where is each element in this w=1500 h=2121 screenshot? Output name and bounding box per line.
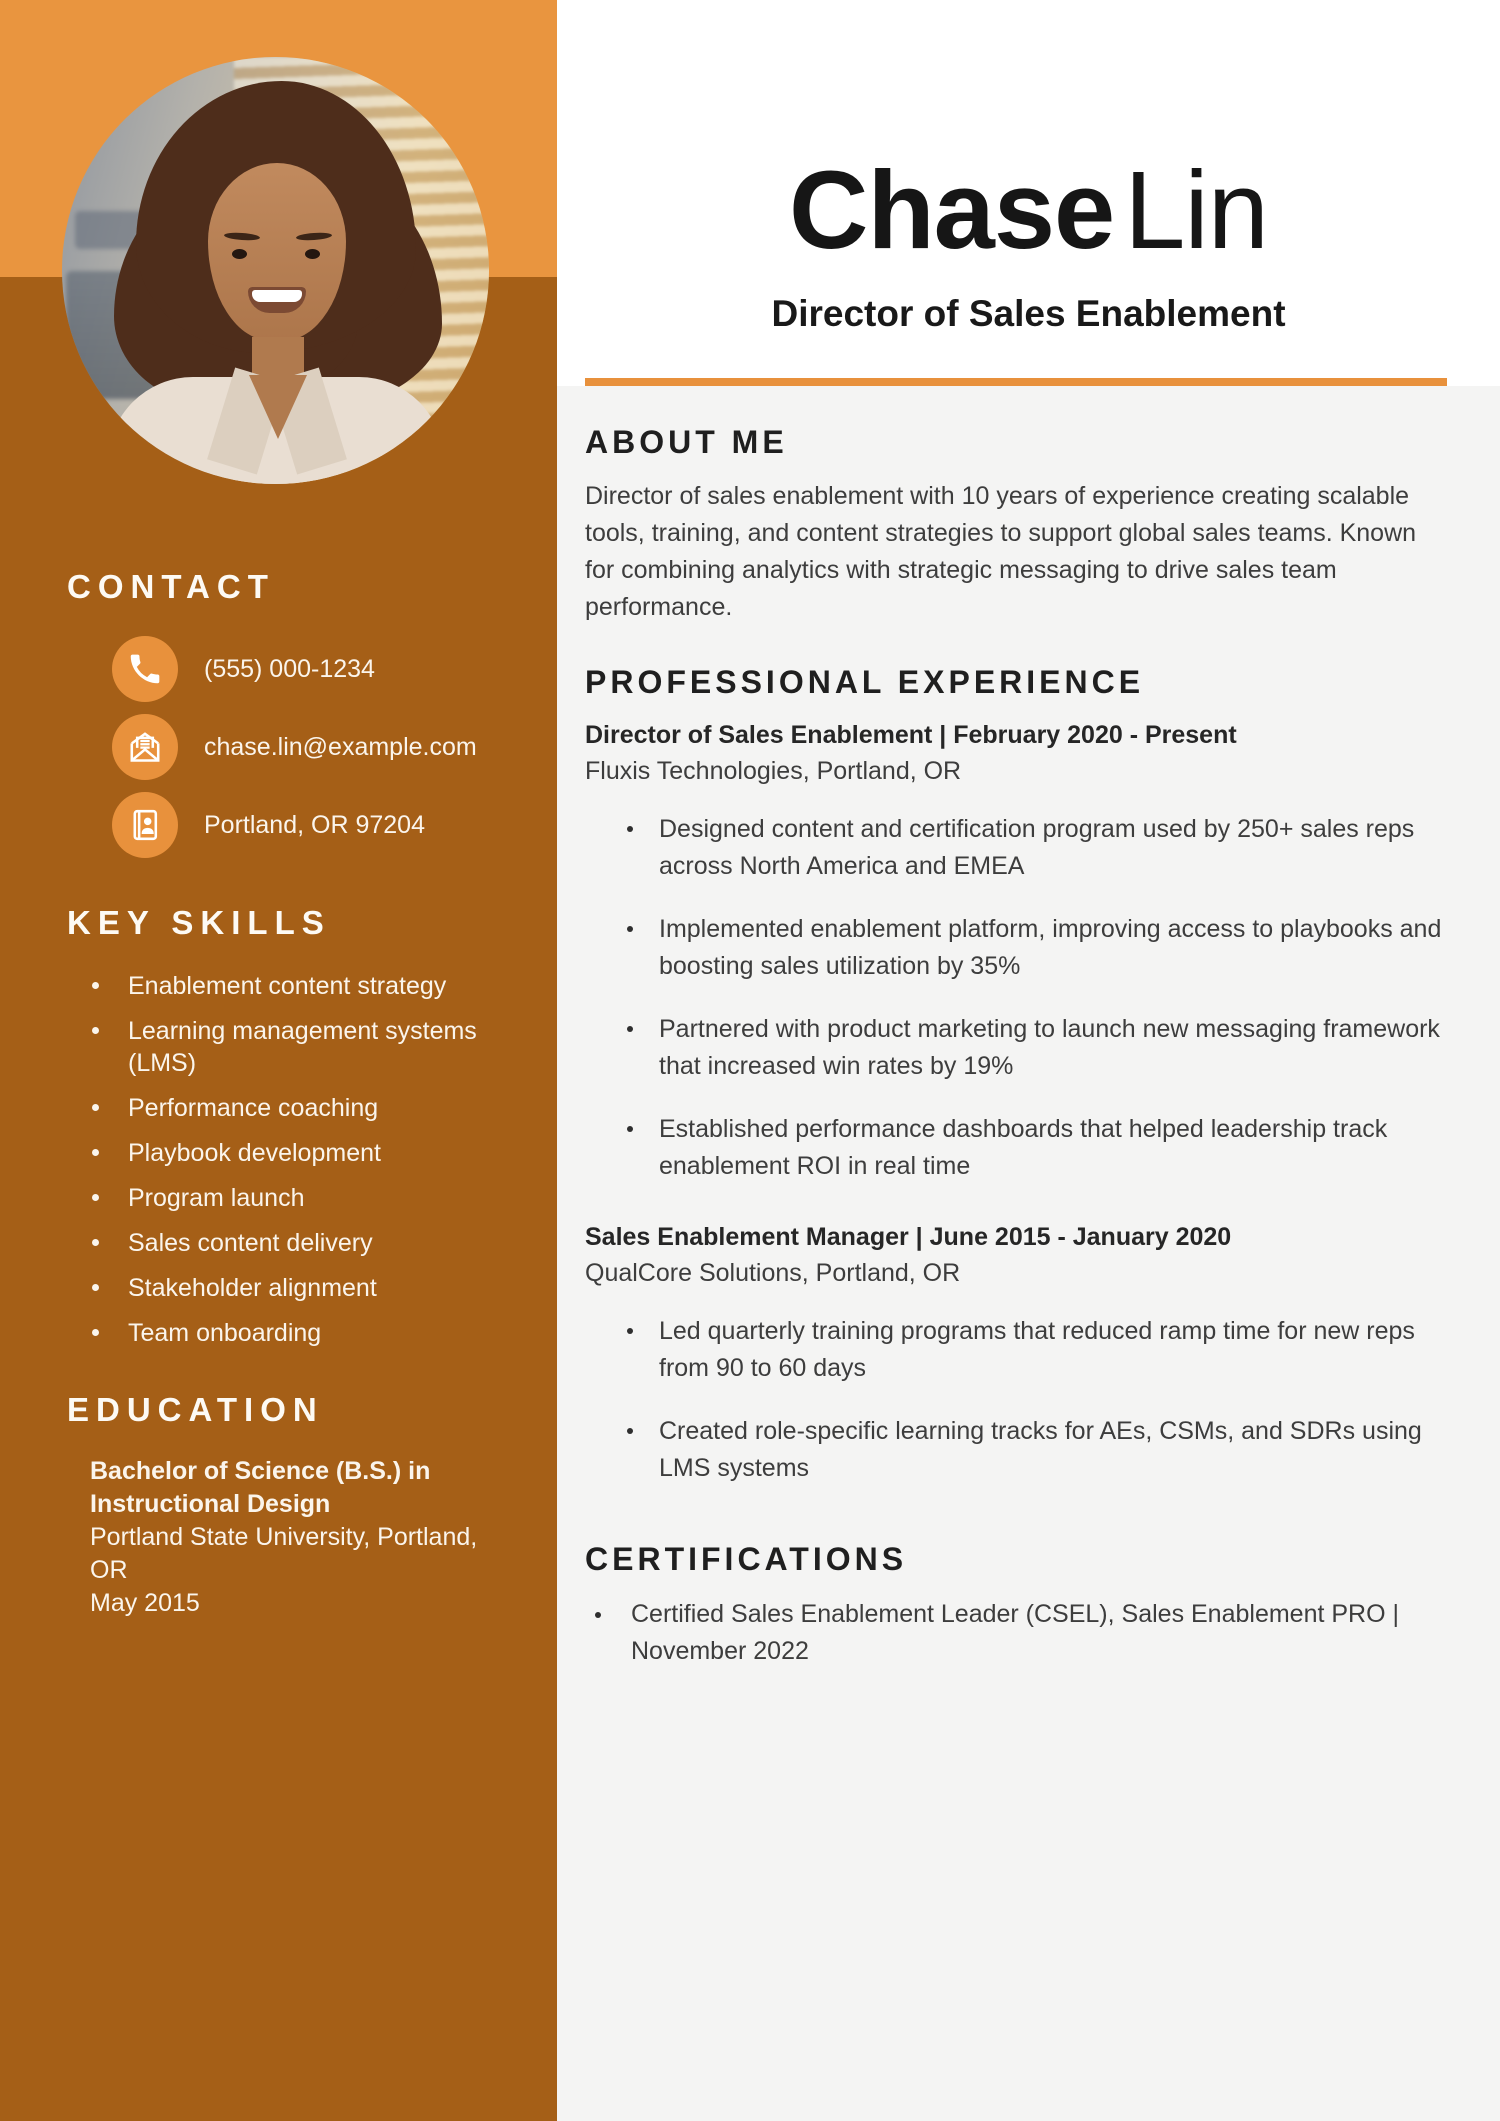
photo-person-face bbox=[208, 163, 346, 341]
job-bullet: Established performance dashboards that helped leadership track enablement ROI in real time bbox=[585, 1111, 1442, 1185]
header bbox=[557, 0, 1500, 386]
certifications-heading: CERTIFICATIONS bbox=[585, 1541, 908, 1577]
education-heading: EDUCATION bbox=[67, 1391, 324, 1428]
email-icon bbox=[112, 714, 178, 780]
job-role-line: Sales Enablement Manager | June 2015 - January 2020 bbox=[585, 1223, 1232, 1251]
certification-item: Certified Sales Enablement Leader (CSEL), Sales Enablement PRO | November 2022 bbox=[585, 1596, 1442, 1670]
job-bullet-list bbox=[585, 811, 1442, 1185]
photo-person-eye bbox=[232, 249, 247, 259]
job-bullet: Partnered with product marketing to launch new messaging framework that increased win rates by 19% bbox=[585, 1011, 1442, 1085]
contact-row-email bbox=[112, 714, 519, 780]
education-school: Portland State University, Portland, OR bbox=[90, 1523, 478, 1584]
job-entry bbox=[585, 1219, 1442, 1487]
first-name: Chase bbox=[789, 149, 1115, 272]
contact-email-value: chase.lin@example.com bbox=[204, 732, 477, 761]
skill-item: Learning management systems (LMS) bbox=[90, 1015, 519, 1079]
contact-heading: CONTACT bbox=[67, 568, 275, 605]
key-skills-section bbox=[67, 904, 519, 1349]
education-date: May 2015 bbox=[90, 1589, 200, 1617]
main-column bbox=[557, 0, 1500, 2121]
key-skills-list bbox=[90, 970, 519, 1349]
last-name: Lin bbox=[1124, 149, 1268, 272]
job-bullet: Implemented enablement platform, improving access to playbooks and boosting sales utilization by 35% bbox=[585, 911, 1442, 985]
about-text: Director of sales enablement with 10 years of experience creating scalable tools, training, and content strategies to support global sales teams. Known for combining analytics with strategic messaging to drive sales team performance. bbox=[585, 482, 1417, 621]
photo-person-eye bbox=[305, 249, 320, 259]
contact-row-location bbox=[112, 792, 519, 858]
education-section bbox=[67, 1391, 519, 1620]
contact-phone-value: (555) 000-1234 bbox=[204, 654, 375, 683]
phone-icon bbox=[112, 636, 178, 702]
skill-item: Playbook development bbox=[90, 1137, 519, 1169]
about-section bbox=[585, 424, 1442, 626]
photo-person-chest bbox=[249, 375, 307, 439]
job-role-line: Director of Sales Enablement | February 2020 - Present bbox=[585, 721, 1237, 749]
education-degree: Bachelor of Science (B.S.) in Instructional Design bbox=[90, 1457, 431, 1518]
contact-row-phone bbox=[112, 636, 519, 702]
page-title bbox=[557, 0, 1500, 272]
contact-section bbox=[67, 568, 519, 858]
job-bullet: Led quarterly training programs that reduced ramp time for new reps from 90 to 60 days bbox=[585, 1313, 1442, 1387]
address-book-icon bbox=[112, 792, 178, 858]
contact-location-value: Portland, OR 97204 bbox=[204, 810, 425, 839]
about-heading: ABOUT ME bbox=[585, 424, 788, 460]
job-bullet: Designed content and certification program used by 250+ sales reps across North America and EMEA bbox=[585, 811, 1442, 885]
job-company-line: Fluxis Technologies, Portland, OR bbox=[585, 757, 962, 785]
skill-item: Performance coaching bbox=[90, 1092, 519, 1124]
accent-rule bbox=[585, 378, 1447, 386]
job-company-line: QualCore Solutions, Portland, OR bbox=[585, 1259, 961, 1287]
job-bullet: Created role-specific learning tracks for AEs, CSMs, and SDRs using LMS systems bbox=[585, 1413, 1442, 1487]
skill-item: Sales content delivery bbox=[90, 1227, 519, 1259]
job-title: Director of Sales Enablement bbox=[771, 293, 1286, 334]
skill-item: Enablement content strategy bbox=[90, 970, 519, 1002]
experience-heading: PROFESSIONAL EXPERIENCE bbox=[585, 664, 1145, 700]
sidebar bbox=[0, 0, 557, 2121]
certifications-section bbox=[585, 1541, 1442, 1670]
certifications-list bbox=[585, 1596, 1442, 1670]
skill-item: Stakeholder alignment bbox=[90, 1272, 519, 1304]
skill-item: Team onboarding bbox=[90, 1317, 519, 1349]
key-skills-heading: KEY SKILLS bbox=[67, 904, 331, 941]
job-bullet-list bbox=[585, 1313, 1442, 1487]
job-entry bbox=[585, 717, 1442, 1185]
skill-item: Program launch bbox=[90, 1182, 519, 1214]
experience-section bbox=[585, 664, 1442, 1487]
profile-photo bbox=[62, 57, 489, 484]
